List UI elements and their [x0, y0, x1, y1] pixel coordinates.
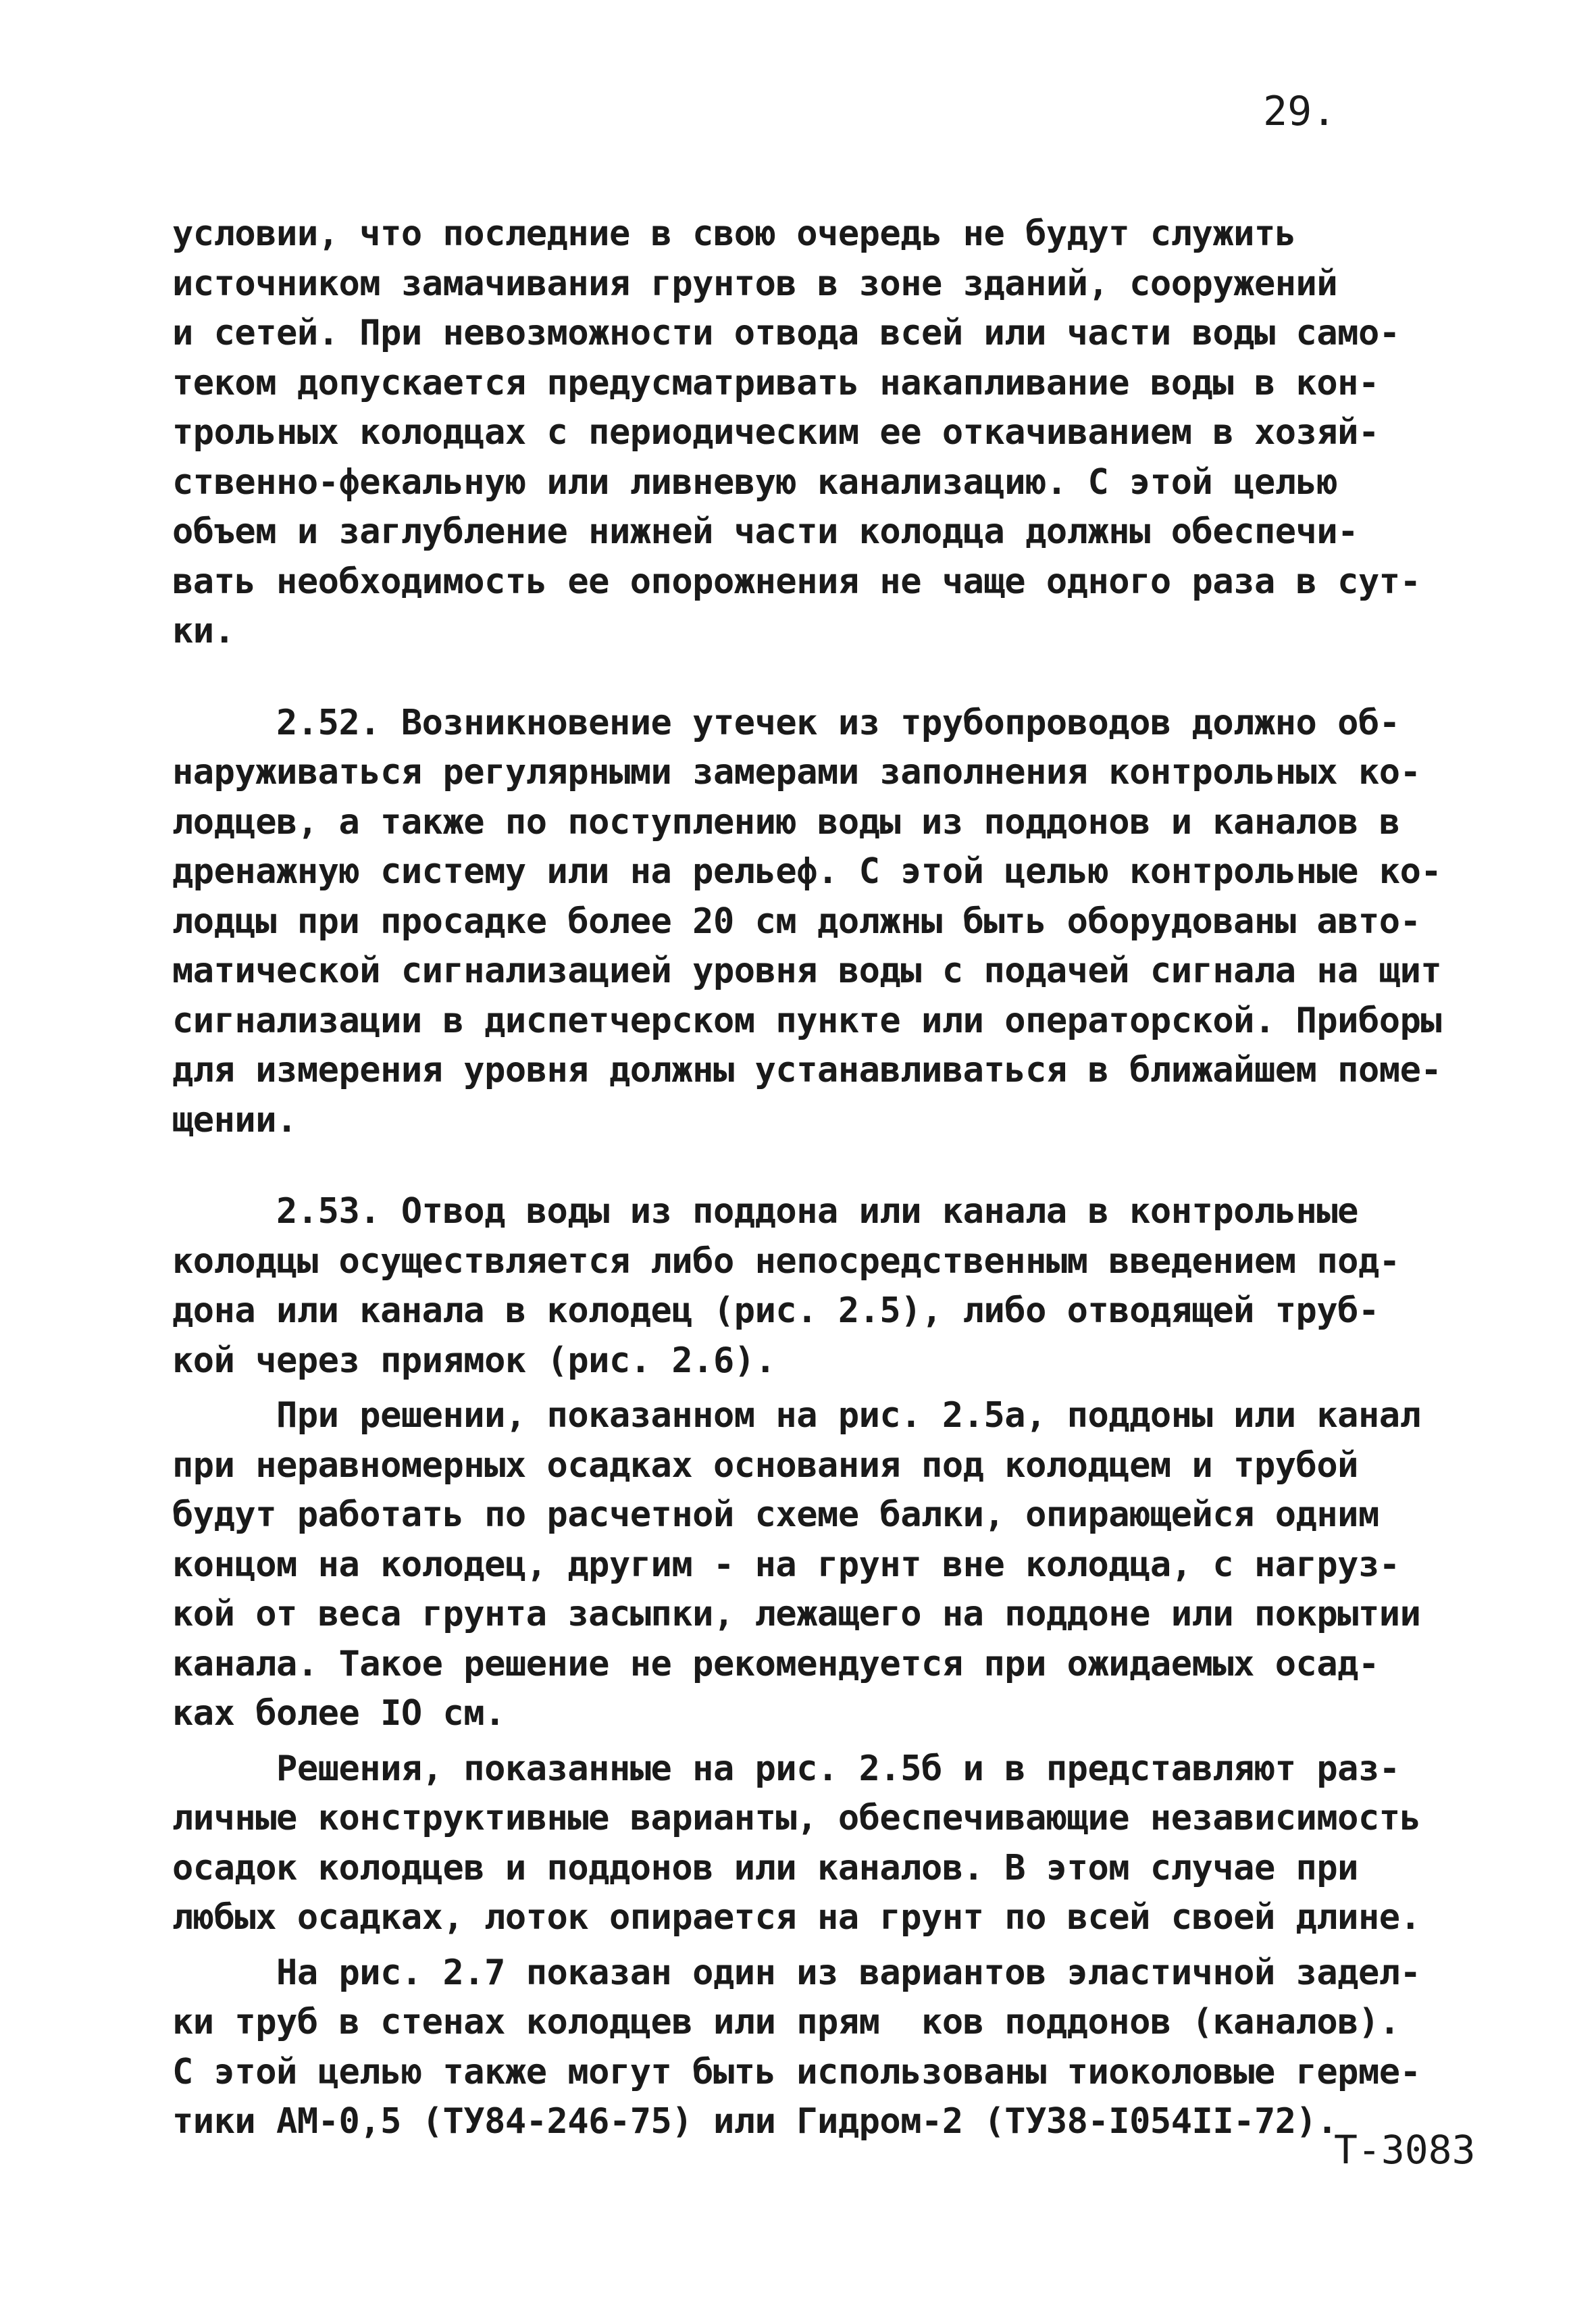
text-line: 2.52. Возникновение утечек из трубопроводов должно об-: [172, 702, 1400, 743]
text-line: ки труб в стенах колодцев или прям ков поддонов (каналов).: [172, 2002, 1400, 2042]
text-line: дона или канала в колодец (рис. 2.5), либо отводящей труб-: [172, 1290, 1379, 1331]
paragraph: [172, 1948, 1421, 2147]
text-line: объем и заглубление нижней части колодца должны обеспечи-: [172, 511, 1358, 552]
text-line: трольных колодцах с периодическим ее откачиванием в хозяй-: [172, 412, 1379, 453]
text-line: колодцы осуществляется либо непосредственным введением под-: [172, 1240, 1400, 1282]
text-line: матической сигнализацией уровня воды с подачей сигнала на щит: [172, 951, 1442, 991]
text-line: любых осадках, лоток опирается на грунт по всей своей длине.: [172, 1897, 1421, 1938]
text-line: источником замачивания грунтов в зоне зданий, сооружений: [172, 263, 1338, 304]
text-line: ки.: [172, 611, 235, 651]
paragraph-gap: [172, 1943, 1408, 1948]
text-line: тики АМ-0,5 (ТУ84-246-75) или Гидром-2 (ТУ38-I054II-72).: [172, 2101, 1338, 2142]
paragraph-gap: [172, 1145, 1408, 1187]
text-line: канала. Такое решение не рекомендуется при ожидаемых осад-: [172, 1643, 1379, 1684]
paragraph: [172, 1391, 1421, 1739]
text-line: лодцев, а также по поступлению воды из поддонов и каналов в: [172, 801, 1400, 842]
text-line: щении.: [172, 1099, 297, 1140]
text-line: ках более IO см.: [172, 1693, 505, 1734]
text-line: теком допускается предусматривать накапливание воды в кон-: [172, 362, 1379, 403]
text-line: будут работать по расчетной схеме балки, опирающейся одним: [172, 1494, 1379, 1535]
text-line: 2.53. Отвод воды из поддона или канала в контрольные: [172, 1191, 1358, 1232]
text-line: кой от веса грунта засыпки, лежащего на поддоне или покрытии: [172, 1594, 1421, 1634]
text-line: условии, что последние в свою очередь не будут служить: [172, 213, 1296, 254]
text-line: При решении, показанном на рис. 2.5а, поддоны или канал: [172, 1395, 1421, 1436]
paragraph: [172, 1187, 1408, 1386]
text-line: для измерения уровня должны устанавливаться в ближайшем поме-: [172, 1050, 1442, 1090]
page-number: 29.: [1263, 88, 1337, 135]
document-code: Т-3083: [1334, 2127, 1476, 2173]
text-line: и сетей. При невозможности отвода всей или части воды само-: [172, 313, 1400, 353]
text-line: дренажную систему или на рельеф. С этой целью контрольные ко-: [172, 851, 1442, 892]
text-line: при неравномерных осадках основания под колодцем и трубой: [172, 1444, 1358, 1486]
paragraph: [172, 699, 1442, 1146]
text-line: ственно-фекальную или ливневую канализацию. С этой целью: [172, 461, 1338, 503]
paragraph-gap: [172, 1386, 1408, 1391]
paragraph: [172, 1744, 1421, 1943]
document-body: [172, 209, 1442, 2147]
text-line: кой через приямок (рис. 2.6).: [172, 1340, 776, 1381]
text-line: лодцы при просадке более 20 см должны быть оборудованы авто-: [172, 901, 1421, 942]
paragraph-gap: [172, 1739, 1408, 1744]
text-line: личные конструктивные варианты, обеспечивающие независимость: [172, 1798, 1421, 1838]
text-line: осадок колодцев и поддонов или каналов. В этом случае при: [172, 1847, 1358, 1888]
paragraph-gap: [172, 657, 1408, 699]
text-line: наруживаться регулярными замерами заполнения контрольных ко-: [172, 752, 1421, 793]
text-line: вать необходимость ее опорожнения не чаще одного раза в сут-: [172, 561, 1421, 602]
paragraph: [172, 209, 1421, 657]
text-line: сигнализации в диспетчерском пункте или операторской. Приборы: [172, 1000, 1442, 1041]
text-line: Решения, показанные на рис. 2.5б и в представляют раз-: [172, 1748, 1400, 1789]
text-line: С этой целью также могут быть использованы тиоколовые герме-: [172, 2051, 1421, 2092]
text-line: На рис. 2.7 показан один из вариантов эластичной задел-: [172, 1952, 1421, 1993]
text-line: концом на колодец, другим - на грунт вне колодца, с нагруз-: [172, 1544, 1400, 1585]
